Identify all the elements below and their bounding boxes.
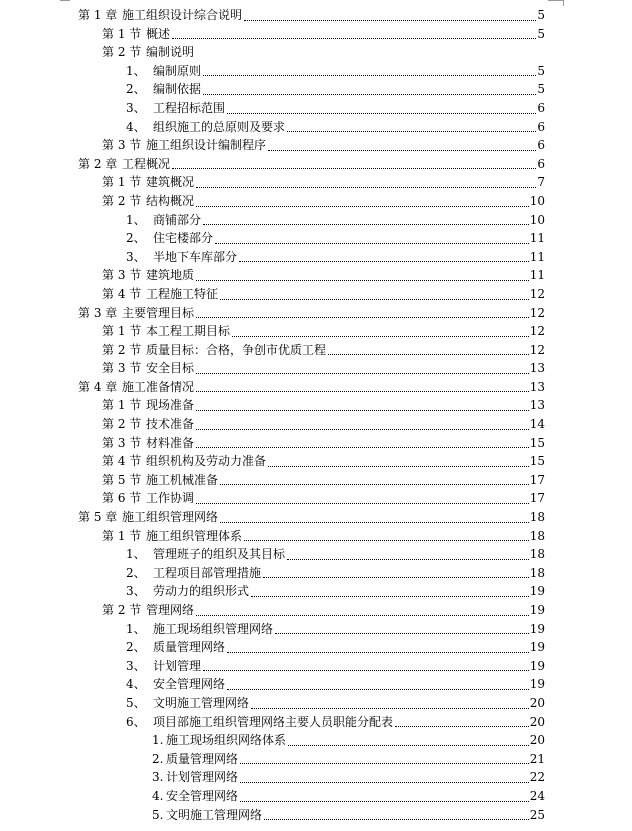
toc-page-number: 17 <box>529 491 545 506</box>
toc-entry-number: 2. <box>152 751 164 766</box>
toc-entry-title: 编制说明 <box>146 45 195 60</box>
toc-entry-title: 施工组织设计综合说明 <box>122 8 243 22</box>
toc-entry-title: 项目部施工组织管理网络主要人员职能分配表 <box>153 714 394 729</box>
toc-entry-title: 施工现场组织网络体系 <box>166 733 287 748</box>
toc-entry[interactable] <box>0 118 632 137</box>
toc-entry-title: 工作协调 <box>146 491 195 506</box>
toc-entry-number: 第 4 章 <box>78 379 118 394</box>
toc-entry-number: 5、 <box>126 695 146 710</box>
toc-entry-title: 施工准备情况 <box>122 379 195 394</box>
toc-dot-leader <box>268 466 529 467</box>
toc-entry[interactable] <box>0 452 632 471</box>
toc-entry[interactable] <box>0 359 632 378</box>
toc-entry[interactable] <box>0 155 632 174</box>
toc-dot-leader <box>240 801 529 802</box>
toc-dot-leader <box>240 782 529 783</box>
toc-page-number: 6 <box>537 156 545 171</box>
toc-entry-title: 施工现场组织管理网络 <box>153 621 274 636</box>
toc-page-number: 20 <box>529 714 545 729</box>
toc-entry[interactable] <box>0 415 632 434</box>
toc-dot-leader <box>239 261 529 262</box>
table-of-contents <box>0 6 632 824</box>
toc-entry[interactable] <box>0 582 632 601</box>
toc-dot-leader <box>244 20 536 21</box>
toc-page-number: 12 <box>529 286 545 301</box>
toc-page-number: 11 <box>529 231 545 246</box>
toc-page-number: 22 <box>529 770 545 785</box>
toc-entry-number: 1、 <box>126 212 146 227</box>
toc-dot-leader <box>287 559 529 560</box>
toc-entry[interactable] <box>0 713 632 732</box>
toc-entry[interactable] <box>0 694 632 713</box>
toc-entry-number: 第 2 节 <box>102 193 142 208</box>
toc-entry-title: 计划管理网络 <box>166 770 239 785</box>
toc-entry-title: 管理班子的组织及其目标 <box>153 547 286 562</box>
toc-dot-leader <box>275 633 529 634</box>
toc-entry[interactable] <box>0 527 632 546</box>
toc-entry-title: 编制依据 <box>153 82 202 97</box>
toc-entry-number: 4. <box>152 788 164 803</box>
toc-entry[interactable] <box>0 304 632 323</box>
toc-dot-leader <box>220 522 529 523</box>
toc-entry-number: 第 4 节 <box>102 454 142 469</box>
toc-entry[interactable] <box>0 136 632 155</box>
toc-page-number: 6 <box>537 119 545 134</box>
toc-entry-title: 材料准备 <box>146 435 195 450</box>
toc-entry[interactable] <box>0 80 632 99</box>
toc-entry-title: 安全管理网络 <box>166 788 239 803</box>
toc-entry-title: 编制原则 <box>153 63 202 78</box>
toc-dot-leader <box>203 224 529 225</box>
toc-dot-leader <box>203 94 536 95</box>
toc-entry-number: 2、 <box>126 82 146 97</box>
toc-entry-number: 3、 <box>126 658 146 673</box>
toc-entry-title: 建筑概况 <box>146 175 195 190</box>
toc-entry-number: 第 1 章 <box>78 8 118 22</box>
toc-entry[interactable] <box>0 229 632 248</box>
toc-entry-title: 组织机构及劳动力准备 <box>146 454 267 469</box>
toc-entry[interactable] <box>0 545 632 564</box>
toc-page-number: 18 <box>529 510 545 525</box>
toc-dot-leader <box>251 708 529 709</box>
toc-page-number: 15 <box>529 435 545 450</box>
toc-dot-leader <box>196 373 529 374</box>
toc-entry-number: 第 1 节 <box>102 324 142 339</box>
toc-entry[interactable] <box>0 508 632 527</box>
toc-dot-leader <box>196 503 529 504</box>
toc-page-number: 14 <box>529 417 545 432</box>
toc-entry-number: 3、 <box>126 584 146 599</box>
toc-entry-title: 安全管理网络 <box>153 677 226 692</box>
toc-page-number: 6 <box>537 138 545 153</box>
toc-entry[interactable] <box>0 471 632 490</box>
toc-entry-number: 第 2 节 <box>102 417 142 432</box>
toc-entry[interactable] <box>0 25 632 44</box>
toc-entry-title: 质量管理网络 <box>153 640 226 655</box>
toc-entry[interactable] <box>0 173 632 192</box>
toc-entry-number: 第 2 节 <box>102 45 142 60</box>
toc-page-number: 18 <box>529 528 545 543</box>
toc-entry-title: 工程项目部管理措施 <box>153 565 262 580</box>
toc-entry-number: 6、 <box>126 714 146 729</box>
toc-entry-title: 建筑地质 <box>146 268 195 283</box>
toc-entry-title: 结构概况 <box>146 193 195 208</box>
toc-entry-number: 1、 <box>126 547 146 562</box>
toc-page-number: 12 <box>529 324 545 339</box>
toc-page-number: 25 <box>529 807 545 822</box>
toc-page-number: 13 <box>529 379 545 394</box>
toc-entry-title: 管理网络 <box>146 603 195 617</box>
toc-entry[interactable] <box>0 6 632 25</box>
toc-dot-leader <box>203 75 536 76</box>
toc-dot-leader <box>227 113 536 114</box>
toc-entry-title: 技术准备 <box>146 417 195 432</box>
toc-entry-number: 第 1 节 <box>102 398 142 413</box>
toc-entry[interactable] <box>0 192 632 211</box>
toc-dot-leader <box>215 243 529 244</box>
toc-page-number: 19 <box>529 621 545 636</box>
page-corner-mark-right <box>548 0 564 2</box>
toc-entry-number: 4、 <box>126 119 146 134</box>
toc-page-number: 18 <box>529 565 545 580</box>
toc-dot-leader <box>268 150 536 151</box>
toc-entry-number: 第 6 节 <box>102 491 142 506</box>
toc-entry[interactable] <box>0 806 632 825</box>
toc-page-number: 7 <box>537 175 545 190</box>
toc-entry-number: 第 5 章 <box>78 510 118 525</box>
toc-entry-number: 3、 <box>126 249 146 264</box>
toc-page-number: 10 <box>529 193 545 208</box>
toc-dot-leader <box>196 391 529 392</box>
toc-page-number: 11 <box>529 249 545 264</box>
toc-entry-title: 工程招标范围 <box>153 100 226 115</box>
toc-entry-title: 工程概况 <box>122 156 171 171</box>
toc-entry-number: 3. <box>152 770 164 785</box>
toc-dot-leader <box>232 336 529 337</box>
toc-dot-leader <box>196 429 529 430</box>
toc-dot-leader <box>196 206 529 207</box>
toc-entry-number: 2、 <box>126 565 146 580</box>
toc-page-number: 6 <box>537 100 545 115</box>
page-corner-mark-left <box>60 0 70 2</box>
toc-entry[interactable] <box>0 396 632 415</box>
toc-entry-title: 文明施工管理网络 <box>166 807 263 822</box>
toc-entry[interactable] <box>0 322 632 341</box>
toc-entry-number: 第 2 节 <box>102 342 142 357</box>
toc-entry-title: 住宅楼部分 <box>153 231 214 246</box>
toc-entry-title: 劳动力的组织形式 <box>153 584 250 599</box>
toc-entry[interactable] <box>0 620 632 639</box>
toc-entry-number: 第 5 节 <box>102 472 142 487</box>
toc-page-number: 19 <box>529 677 545 692</box>
toc-entry[interactable] <box>0 211 632 230</box>
toc-dot-leader <box>263 577 529 578</box>
toc-entry-number: 1. <box>152 733 164 748</box>
toc-page-number: 5 <box>537 26 545 41</box>
toc-page-number: 11 <box>529 268 545 283</box>
toc-entry[interactable] <box>0 638 632 657</box>
toc-entry[interactable] <box>0 601 632 620</box>
toc-dot-leader <box>172 168 536 169</box>
toc-page-number: 13 <box>529 361 545 376</box>
toc-entry-title: 本工程工期目标 <box>146 324 231 339</box>
toc-dot-leader <box>227 652 529 653</box>
toc-dot-leader <box>220 484 529 485</box>
toc-entry[interactable] <box>0 564 632 583</box>
toc-page-number: 13 <box>529 398 545 413</box>
toc-dot-leader <box>240 763 529 764</box>
toc-dot-leader <box>196 280 529 281</box>
toc-page-number: 17 <box>529 472 545 487</box>
toc-dot-leader <box>251 596 529 597</box>
toc-page-number: 20 <box>529 733 545 748</box>
toc-entry-number: 2、 <box>126 231 146 246</box>
toc-page-number: 5 <box>537 8 545 22</box>
toc-page-number: 5 <box>537 82 545 97</box>
toc-entry[interactable] <box>0 787 632 806</box>
toc-dot-leader <box>244 540 529 541</box>
toc-entry-number: 第 3 节 <box>102 361 142 376</box>
toc-entry[interactable] <box>0 43 632 62</box>
toc-entry-number: 第 4 节 <box>102 286 142 301</box>
toc-dot-leader <box>196 447 529 448</box>
toc-entry[interactable] <box>0 657 632 676</box>
toc-entry-title: 施工组织管理体系 <box>146 528 243 543</box>
toc-page-number: 19 <box>529 658 545 673</box>
toc-entry-number: 第 2 节 <box>102 603 142 617</box>
toc-entry-title: 现场准备 <box>146 398 195 413</box>
toc-entry-number: 第 1 节 <box>102 528 142 543</box>
toc-page-number: 5 <box>537 63 545 78</box>
toc-entry-number: 2、 <box>126 640 146 655</box>
toc-entry-number: 第 1 节 <box>102 175 142 190</box>
toc-entry-number: 1、 <box>126 63 146 78</box>
toc-entry[interactable] <box>0 378 632 397</box>
toc-entry-number: 第 2 章 <box>78 156 118 171</box>
toc-entry-title: 质量目标：合格，争创市优质工程 <box>146 342 327 357</box>
toc-dot-leader <box>196 410 529 411</box>
toc-dot-leader <box>328 354 529 355</box>
toc-entry-title: 主要管理目标 <box>122 305 195 320</box>
toc-entry-number: 第 3 节 <box>102 138 142 153</box>
toc-entry-number: 3、 <box>126 100 146 115</box>
toc-entry[interactable] <box>0 731 632 750</box>
toc-entry[interactable] <box>0 341 632 360</box>
toc-dot-leader <box>196 615 529 616</box>
toc-entry-number: 第 3 章 <box>78 305 118 320</box>
toc-page-number: 10 <box>529 212 545 227</box>
toc-dot-leader <box>227 689 529 690</box>
toc-entry-number: 第 3 节 <box>102 435 142 450</box>
toc-entry[interactable] <box>0 266 632 285</box>
toc-page-number: 19 <box>529 584 545 599</box>
toc-page-number: 20 <box>529 695 545 710</box>
toc-entry[interactable] <box>0 750 632 769</box>
toc-entry[interactable] <box>0 248 632 267</box>
toc-entry-title: 施工机械准备 <box>146 472 219 487</box>
toc-entry[interactable] <box>0 489 632 508</box>
toc-entry-title: 计划管理 <box>153 658 202 673</box>
toc-dot-leader <box>264 819 529 820</box>
toc-entry-title: 施工组织设计编制程序 <box>146 138 267 153</box>
toc-page-number: 12 <box>529 342 545 357</box>
toc-entry[interactable] <box>0 675 632 694</box>
toc-dot-leader <box>220 299 529 300</box>
toc-page-number: 21 <box>529 751 545 766</box>
toc-entry-title: 商铺部分 <box>153 212 202 227</box>
toc-entry[interactable] <box>0 62 632 81</box>
toc-entry-title: 质量管理网络 <box>166 751 239 766</box>
toc-page-number: 15 <box>529 454 545 469</box>
toc-entry-title: 组织施工的总原则及要求 <box>153 119 286 134</box>
toc-dot-leader <box>196 317 529 318</box>
toc-dot-leader <box>172 38 536 39</box>
toc-entry-number: 第 3 节 <box>102 268 142 283</box>
toc-entry-title: 工程施工特征 <box>146 286 219 301</box>
toc-entry[interactable] <box>0 285 632 304</box>
toc-entry-title: 概述 <box>146 26 171 41</box>
toc-page-number: 12 <box>529 305 545 320</box>
toc-entry-number: 第 1 节 <box>102 26 142 41</box>
toc-entry-title: 文明施工管理网络 <box>153 695 250 710</box>
toc-entry-number: 4、 <box>126 677 146 692</box>
toc-entry[interactable] <box>0 434 632 453</box>
toc-entry-number: 5. <box>152 807 164 822</box>
toc-entry-title: 施工组织管理网络 <box>122 510 219 525</box>
toc-entry-title: 安全目标 <box>146 361 195 376</box>
toc-dot-leader <box>395 726 529 727</box>
toc-dot-leader <box>287 131 536 132</box>
toc-page-number: 24 <box>529 788 545 803</box>
toc-entry[interactable] <box>0 99 632 118</box>
toc-page-number: 19 <box>529 603 545 617</box>
toc-dot-leader <box>196 187 536 188</box>
toc-page-number: 19 <box>529 640 545 655</box>
toc-page-number: 18 <box>529 547 545 562</box>
toc-entry[interactable] <box>0 768 632 787</box>
toc-entry-title: 半地下车库部分 <box>153 249 238 264</box>
toc-dot-leader <box>203 670 529 671</box>
toc-entry-number: 1、 <box>126 621 146 636</box>
toc-dot-leader <box>288 745 529 746</box>
